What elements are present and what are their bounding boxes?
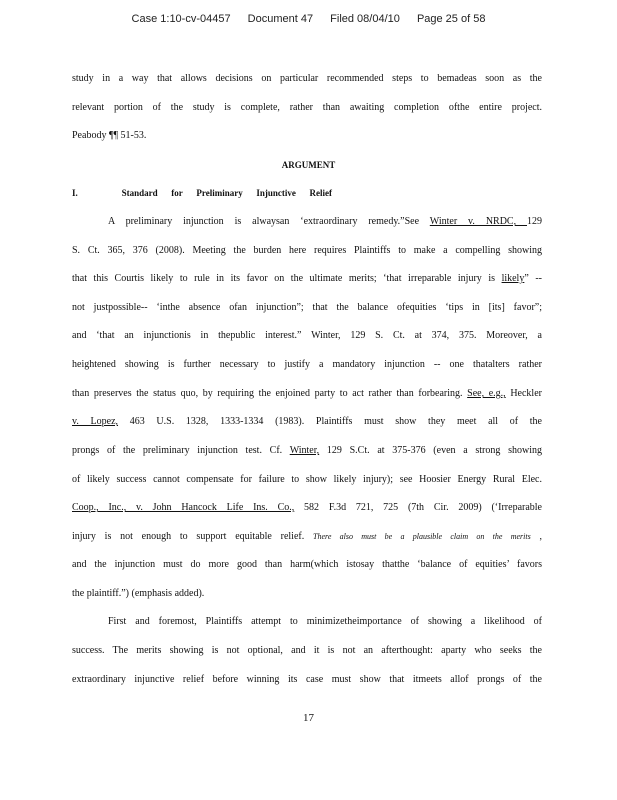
body-line: and the injunction must do more good than harm(which istosay thatthe ‘balance of equities’ favors [72, 559, 542, 570]
body-line: extraordinary injunctive relief before winning its case must show that itmeets allof prongs of the [72, 674, 542, 685]
subsection-number: I. [72, 188, 78, 198]
citation-heckler: v. Lopez, [72, 416, 119, 427]
citation-winter: Winter v. NRDC, [429, 216, 527, 227]
case-number: Case 1:10-cv-04457 [131, 13, 231, 25]
heading-word: Injunctive [256, 188, 296, 198]
section-heading: ARGUMENT [281, 160, 336, 170]
page-of-total: Page 25 of 58 [416, 13, 486, 25]
body-line: First and foremost, Plaintiffs attempt to minimizetheimportance of showing a likelihood of [108, 616, 542, 627]
heading-word: Standard [121, 188, 158, 198]
body-line: and ‘that an injunctionis in thepublic interest.” Winter, 129 S. Ct. at 374, 375. Moreover, a [72, 330, 542, 341]
body-line: A preliminary injunction is alwaysan ‘extraordinary remedy.”See Winter v. NRDC, 129 [108, 216, 542, 227]
heading-word: for [171, 188, 183, 198]
body-line: S. Ct. 365, 376 (2008). Meeting the burden here requires Plaintiffs to make a compelling showing [72, 245, 542, 256]
court-filing-header [0, 13, 617, 25]
body-line: relevant portion of the study is complete, rather than awaiting completion ofthe entire project. [72, 102, 542, 113]
citation-winter-cf: Winter, [289, 445, 320, 456]
body-line: v. Lopez, 463 U.S. 1328, 1333-1334 (1983). Plaintiffs must show they meet all of the [72, 416, 542, 427]
heading-word: Relief [309, 188, 332, 198]
subsection-heading [72, 188, 332, 198]
body-line: injury is not enough to support equitable relief. There also must be a plausible claim on the merits , [72, 531, 542, 542]
body-line: prongs of the preliminary injunction test. Cf. Winter, 129 S.Ct. at 375-376 (even a strong showing [72, 445, 542, 456]
body-line: Peabody ¶¶ 51-53. [72, 130, 147, 141]
body-line: heightened showing is further necessary to justify a mandatory injunction -- one thatalters rather [72, 359, 542, 370]
heading-word: Preliminary [196, 188, 243, 198]
body-line: the plaintiff.”) (emphasis added). [72, 588, 205, 599]
body-line: than preserves the status quo, by requiring the enjoined party to act rather than forbearing. See, e.g., Heckler [72, 388, 542, 399]
filed-date: Filed 08/04/10 [330, 13, 400, 25]
signal-see-eg: See, e.g., [467, 388, 506, 399]
body-line: that this Courtis likely to rule in its favor on the ultimate merits; ‘that irreparable injury is likely” -- [72, 273, 542, 284]
body-line: study in a way that allows decisions on particular recommended steps to bemadeas soon as the [72, 73, 542, 84]
citation-hoosier: Coop., Inc., v. John Hancock Life Ins. Co., [72, 502, 295, 513]
body-line: not justpossible-- ‘inthe absence ofan injunction”; that the balance ofequities ‘tips in [its] favor”; [72, 302, 542, 313]
emphasis-likely: likely [501, 273, 525, 284]
page-number: 17 [303, 712, 314, 724]
body-line: of likely success cannot compensate for failure to show likely injury); see Hoosier Energy Rural Elec. [72, 474, 542, 485]
body-line: Coop., Inc., v. John Hancock Life Ins. Co., 582 F.3d 721, 725 (7th Cir. 2009) (‘Irreparable [72, 502, 542, 513]
italic-emphasis: There also must be a plausible claim on the merits [313, 532, 531, 541]
document-number: Document 47 [247, 13, 314, 25]
body-line: success. The merits showing is not optional, and it is not an afterthought: aparty who seeks the [72, 645, 542, 656]
